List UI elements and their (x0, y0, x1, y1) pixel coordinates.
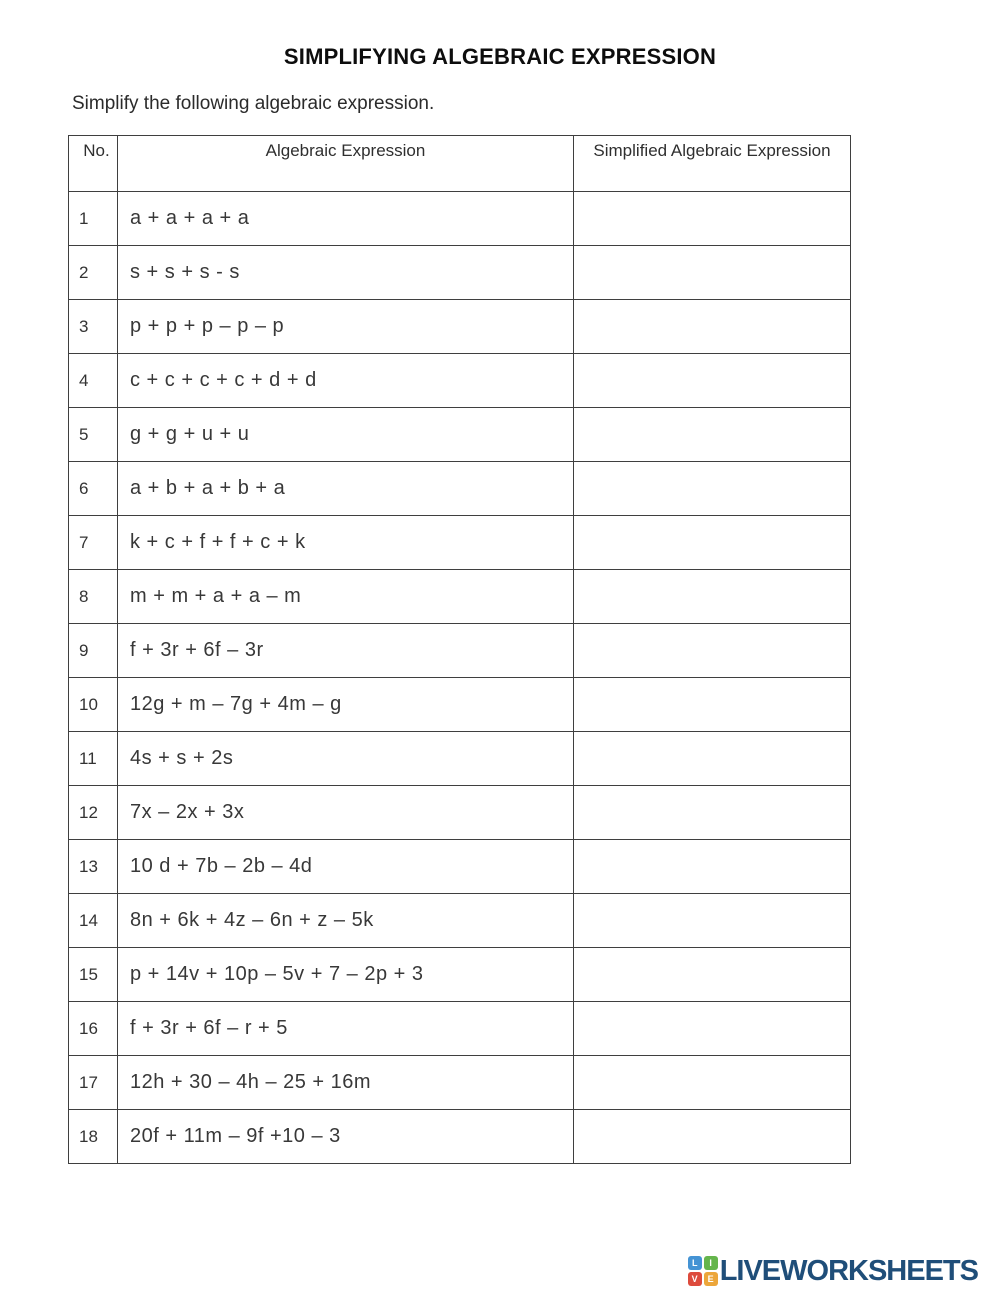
table-row (69, 354, 851, 408)
answer-input[interactable] (574, 1113, 850, 1161)
answer-input[interactable] (574, 1005, 850, 1053)
table-row (69, 1002, 851, 1056)
expression-cell: 7x – 2x + 3x (118, 786, 574, 840)
expression-cell: 8n + 6k + 4z – 6n + z – 5k (118, 894, 574, 948)
expression-cell: 12g + m – 7g + 4m – g (118, 678, 574, 732)
row-number: 17 (69, 1056, 118, 1110)
table-row (69, 408, 851, 462)
answer-input[interactable] (574, 411, 850, 459)
row-number: 5 (69, 408, 118, 462)
answer-cell[interactable] (574, 1110, 851, 1164)
table-row (69, 894, 851, 948)
expression-cell: s + s + s - s (118, 246, 574, 300)
answer-input[interactable] (574, 573, 850, 621)
table-row (69, 840, 851, 894)
expression-cell: p + p + p – p – p (118, 300, 574, 354)
answer-cell[interactable] (574, 840, 851, 894)
expression-cell: 12h + 30 – 4h – 25 + 16m (118, 1056, 574, 1110)
table-row (69, 732, 851, 786)
expression-cell: 4s + s + 2s (118, 732, 574, 786)
table-row (69, 1056, 851, 1110)
answer-input[interactable] (574, 789, 850, 837)
header-no: No. (69, 136, 118, 192)
row-number: 7 (69, 516, 118, 570)
row-number: 4 (69, 354, 118, 408)
page-title: SIMPLIFYING ALGEBRAIC EXPRESSION (283, 44, 717, 69)
answer-cell[interactable] (574, 624, 851, 678)
row-number: 13 (69, 840, 118, 894)
table-header-row (69, 136, 851, 192)
row-number: 15 (69, 948, 118, 1002)
table-row (69, 462, 851, 516)
instruction-text: Simplify the following algebraic expression. (72, 93, 435, 114)
answer-input[interactable] (574, 681, 850, 729)
expression-cell: g + g + u + u (118, 408, 574, 462)
row-number: 2 (69, 246, 118, 300)
answer-cell[interactable] (574, 1002, 851, 1056)
expression-cell: 10 d + 7b – 2b – 4d (118, 840, 574, 894)
answer-cell[interactable] (574, 786, 851, 840)
logo-letter-e: E (704, 1272, 718, 1286)
row-number: 12 (69, 786, 118, 840)
table-row (69, 786, 851, 840)
expression-cell: f + 3r + 6f – r + 5 (118, 1002, 574, 1056)
logo-letter-l: L (688, 1256, 702, 1270)
expression-cell: 20f + 11m – 9f +10 – 3 (118, 1110, 574, 1164)
table-row (69, 192, 851, 246)
answer-input[interactable] (574, 951, 850, 999)
answer-cell[interactable] (574, 678, 851, 732)
answer-input[interactable] (574, 843, 850, 891)
answer-input[interactable] (574, 195, 850, 243)
answer-cell[interactable] (574, 246, 851, 300)
answer-cell[interactable] (574, 300, 851, 354)
table-row (69, 300, 851, 354)
row-number: 8 (69, 570, 118, 624)
worksheet-table-body (69, 192, 851, 1164)
expression-cell: f + 3r + 6f – 3r (118, 624, 574, 678)
answer-input[interactable] (574, 303, 850, 351)
table-row (69, 678, 851, 732)
answer-input[interactable] (574, 1059, 850, 1107)
row-number: 1 (69, 192, 118, 246)
logo-letter-i: I (704, 1256, 718, 1270)
table-row (69, 948, 851, 1002)
answer-input[interactable] (574, 357, 850, 405)
answer-cell[interactable] (574, 570, 851, 624)
answer-input[interactable] (574, 627, 850, 675)
answer-cell[interactable] (574, 408, 851, 462)
answer-cell[interactable] (574, 192, 851, 246)
header-simplified: Simplified Algebraic Expression (574, 136, 851, 192)
liveworksheets-logo-icon (688, 1256, 718, 1286)
worksheet-table (68, 135, 851, 1164)
expression-cell: a + a + a + a (118, 192, 574, 246)
table-row (69, 1110, 851, 1164)
expression-cell: k + c + f + f + c + k (118, 516, 574, 570)
table-row (69, 570, 851, 624)
answer-cell[interactable] (574, 732, 851, 786)
row-number: 9 (69, 624, 118, 678)
row-number: 16 (69, 1002, 118, 1056)
row-number: 11 (69, 732, 118, 786)
answer-cell[interactable] (574, 1056, 851, 1110)
expression-cell: m + m + a + a – m (118, 570, 574, 624)
row-number: 14 (69, 894, 118, 948)
answer-cell[interactable] (574, 462, 851, 516)
table-row (69, 516, 851, 570)
row-number: 18 (69, 1110, 118, 1164)
answer-cell[interactable] (574, 354, 851, 408)
answer-cell[interactable] (574, 948, 851, 1002)
answer-input[interactable] (574, 735, 850, 783)
logo-letter-v: V (688, 1272, 702, 1286)
expression-cell: p + 14v + 10p – 5v + 7 – 2p + 3 (118, 948, 574, 1002)
expression-cell: c + c + c + c + d + d (118, 354, 574, 408)
answer-input[interactable] (574, 249, 850, 297)
expression-cell: a + b + a + b + a (118, 462, 574, 516)
answer-cell[interactable] (574, 894, 851, 948)
liveworksheets-logo[interactable] (688, 1256, 978, 1286)
answer-cell[interactable] (574, 516, 851, 570)
answer-input[interactable] (574, 897, 850, 945)
table-row (69, 246, 851, 300)
row-number: 10 (69, 678, 118, 732)
answer-input[interactable] (574, 465, 850, 513)
answer-input[interactable] (574, 519, 850, 567)
row-number: 6 (69, 462, 118, 516)
table-row (69, 624, 851, 678)
brand-text: LIVEWORKSHEETS (719, 1254, 978, 1287)
header-expression: Algebraic Expression (118, 136, 574, 192)
row-number: 3 (69, 300, 118, 354)
